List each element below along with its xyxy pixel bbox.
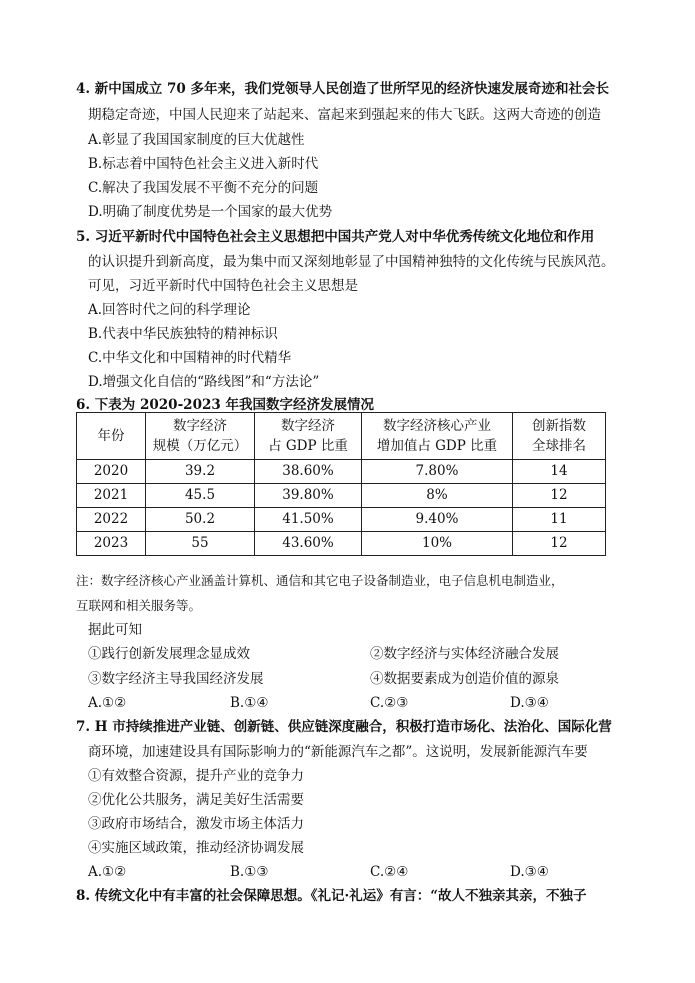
- cell-gdp-share: 39.80%: [255, 484, 362, 508]
- q7-statement-2: ②优化公共服务，满足美好生活需要: [88, 792, 304, 808]
- cell-year: 2020: [77, 460, 146, 484]
- q6-choice-d: D.③④: [510, 695, 549, 711]
- digital-economy-table: [76, 412, 606, 556]
- q4-option-d: D.明确了制度优势是一个国家的最大优势: [88, 204, 333, 220]
- cell-core-share: 9.40%: [362, 508, 513, 532]
- q5-line1: 5. 习近平新时代中国特色社会主义思想把中国共产党人对中华优秀传统文化地位和作用: [76, 229, 595, 245]
- q4-option-a: A.彰显了我国国家制度的巨大优越性: [88, 132, 305, 148]
- q7-choice-d: D.③④: [510, 864, 549, 880]
- cell-scale: 50.2: [146, 508, 255, 532]
- q5-line3: 可见，习近平新时代中国特色社会主义思想是: [88, 278, 358, 294]
- q5-line2: 的认识提升到新高度，最为集中而又深刻地彰显了中国精神独特的文化传统与民族风范。: [88, 254, 615, 270]
- cell-scale: 55: [146, 532, 255, 556]
- cell-rank: 11: [513, 508, 606, 532]
- cell-core-share: 10%: [362, 532, 513, 556]
- q6-choice-b: B.①④: [230, 695, 269, 711]
- cell-year: 2023: [77, 532, 146, 556]
- q6-statement-1: ①践行创新发展理念显成效: [88, 646, 250, 662]
- cell-rank: 12: [513, 484, 606, 508]
- cell-gdp-share: 43.60%: [255, 532, 362, 556]
- q4-line2: 期稳定奇迹，中国人民迎来了站起来、富起来到强起来的伟大飞跃。这两大奇迹的创造: [88, 107, 601, 123]
- q6-statement-2: ②数字经济与实体经济融合发展: [370, 646, 559, 662]
- table-row: [77, 460, 606, 484]
- q7-statement-3: ③政府市场结合，激发市场主体活力: [88, 816, 304, 832]
- table-row: [77, 508, 606, 532]
- header-year: 年份: [77, 413, 146, 460]
- header-scale: 数字经济 规模（万亿元）: [146, 413, 255, 460]
- q6-choice-a: A.①②: [88, 695, 127, 711]
- q6-note-line1: 注：数字经济核心产业涵盖计算机、通信和其它电子设备制造业，电子信息机电制造业，: [76, 573, 564, 588]
- q4-line1: 4. 新中国成立 70 多年来，我们党领导人民创造了世所罕见的经济快速发展奇迹和社会长: [76, 81, 609, 97]
- q6-statement-4: ④数据要素成为创造价值的源泉: [370, 671, 559, 687]
- cell-year: 2022: [77, 508, 146, 532]
- q7-choice-c: C.②④: [370, 864, 409, 880]
- table-row: [77, 532, 606, 556]
- cell-scale: 45.5: [146, 484, 255, 508]
- cell-rank: 14: [513, 460, 606, 484]
- q7-statement-4: ④实施区域政策，推动经济协调发展: [88, 840, 304, 856]
- table-header-row: [77, 413, 606, 460]
- cell-year: 2021: [77, 484, 146, 508]
- header-core-industry: 数字经济核心产业 增加值占 GDP 比重: [362, 413, 513, 460]
- q5-option-b: B.代表中华民族独特的精神标识: [88, 326, 278, 342]
- cell-gdp-share: 41.50%: [255, 508, 362, 532]
- q5-option-a: A.回答时代之问的科学理论: [88, 302, 251, 318]
- q7-line2: 商环境，加速建设具有国际影响力的“新能源汽车之都”。这说明，发展新能源汽车要: [88, 744, 588, 760]
- q6-note-line2: 互联网和相关服务等。: [76, 598, 202, 613]
- q4-option-c: C.解决了我国发展不平衡不充分的问题: [88, 180, 319, 196]
- q7-choice-b: B.①③: [230, 864, 269, 880]
- header-gdp-share: 数字经济 占 GDP 比重: [255, 413, 362, 460]
- q7-line1: 7. H 市持续推进产业链、创新链、供应链深度融合，积极打造市场化、法治化、国际化营: [76, 719, 612, 735]
- q5-option-d: D.增强文化自信的“路线图”和“方法论”: [88, 374, 320, 390]
- table-row: [77, 484, 606, 508]
- q8-line1: 8. 传统文化中有丰富的社会保障思想。《礼记·礼运》有言：“故人不独亲其亲，不独子: [76, 888, 587, 904]
- q6-title: 6. 下表为 2020-2023 年我国数字经济发展情况: [76, 397, 374, 413]
- q7-choice-a: A.①②: [88, 864, 127, 880]
- cell-rank: 12: [513, 532, 606, 556]
- q6-choice-c: C.②③: [370, 695, 409, 711]
- q5-option-c: C.中华文化和中国精神的时代精华: [88, 350, 292, 366]
- q6-prompt: 据此可知: [88, 622, 142, 638]
- q4-option-b: B.标志着中国特色社会主义进入新时代: [88, 156, 319, 172]
- cell-scale: 39.2: [146, 460, 255, 484]
- header-innovation-rank: 创新指数 全球排名: [513, 413, 606, 460]
- cell-core-share: 7.80%: [362, 460, 513, 484]
- q6-statement-3: ③数字经济主导我国经济发展: [88, 671, 264, 687]
- q7-statement-1: ①有效整合资源，提升产业的竞争力: [88, 768, 304, 784]
- cell-gdp-share: 38.60%: [255, 460, 362, 484]
- cell-core-share: 8%: [362, 484, 513, 508]
